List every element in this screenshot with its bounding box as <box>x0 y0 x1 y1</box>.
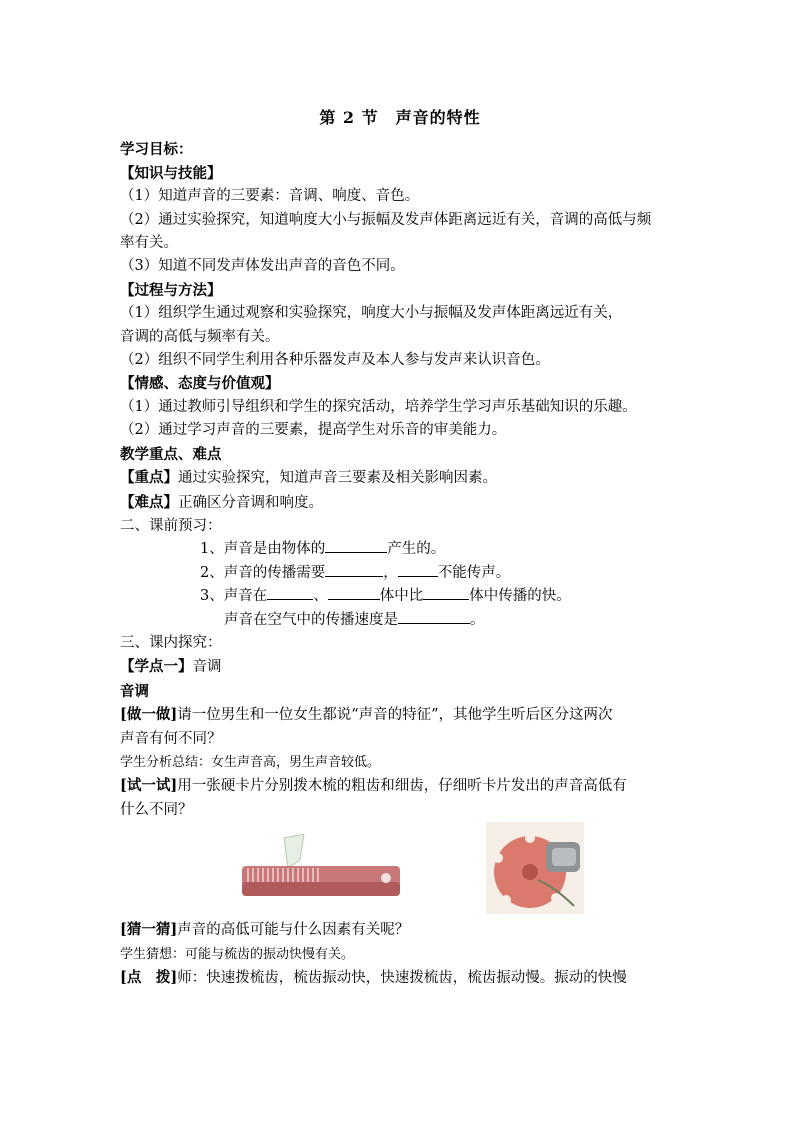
tip-label: [点 拨] <box>120 969 178 986</box>
question-text: ， <box>383 564 398 581</box>
answer-blank[interactable] <box>398 562 438 577</box>
answer-blank[interactable] <box>398 609 470 624</box>
question-text: 体中传播的快。 <box>469 588 571 605</box>
preview-question-1 <box>120 538 680 561</box>
study-point <box>120 655 680 679</box>
question-text: 2、声音的传播需要 <box>200 564 326 581</box>
preview-question-2 <box>120 562 680 585</box>
answer-blank[interactable] <box>423 585 469 600</box>
process-item: （2）组织不同学生利用各种乐器发声及本人参与发声来认识音色。 <box>120 352 550 369</box>
process-item: 音调的高低与频率有关。 <box>120 328 280 345</box>
knowledge-item: （2）通过实验探究，知道响度大小与振幅及发声体距离远近有关，音调的高低与频 <box>120 211 652 228</box>
guess-text: 声音的高低可能与什么因素有关呢？ <box>177 922 410 939</box>
try-activity-cont: 什么不同？ <box>120 801 193 818</box>
preview-heading: 二、课前预习： <box>120 517 222 534</box>
difficulty-line <box>120 491 680 515</box>
tip-activity <box>120 966 680 990</box>
focus-label: 【重点】 <box>120 469 178 487</box>
comb-card-illustration <box>240 834 406 904</box>
knowledge-heading: 【知识与技能】 <box>120 164 222 182</box>
question-text: 声音在空气中的传播速度是 <box>224 611 398 628</box>
difficulty-text: 正确区分音调和响度。 <box>178 494 323 511</box>
tip-text: 师：快速拨梳齿，梳齿振动快，快速拨梳齿，梳齿振动慢。振动的快慢 <box>177 970 627 986</box>
focus-line <box>120 466 680 490</box>
do-label: [做一做] <box>120 706 178 724</box>
preview-question-3 <box>120 585 680 608</box>
question-text: 3、声音在 <box>200 588 268 605</box>
explore-heading: 三、课内探究： <box>120 634 222 651</box>
document-page <box>120 106 680 990</box>
answer-blank[interactable] <box>325 538 387 553</box>
question-text: 产生的。 <box>387 541 446 558</box>
difficulty-label: 【难点】 <box>120 493 178 511</box>
try-text: 用一张硬卡片分别拨木梳的粗齿和细齿，仔细听卡片发出的声音高低有 <box>177 778 627 795</box>
question-text: 。 <box>470 611 485 628</box>
knowledge-item: （3）知道不同发声体发出声音的音色不同。 <box>120 258 405 275</box>
student-summary: 学生分析总结：女生声音高，男生声音较低。 <box>120 754 381 770</box>
study-point-label: 【学点一】 <box>120 658 193 676</box>
page-title: 第 2 节 声音的特性 <box>319 108 481 127</box>
knowledge-item: （1）知道声音的三要素：音调、响度、音色。 <box>120 188 420 205</box>
try-label: [试一试] <box>120 777 178 795</box>
process-heading: 【过程与方法】 <box>120 281 222 299</box>
key-points-heading: 教学重点、难点 <box>120 445 222 463</box>
preview-question-4 <box>120 609 680 632</box>
try-activity <box>120 774 680 798</box>
question-text: 、 <box>313 588 328 605</box>
emotion-item: （1）通过教师引导组织和学生的探究活动，培养学生学习声乐基础知识的乐趣。 <box>120 398 637 415</box>
process-item: （1）组织学生通过观察和实验探究，响度大小与振幅及发声体距离远近有关， <box>120 305 623 322</box>
knowledge-item: 率有关。 <box>120 235 178 252</box>
objectives-heading: 学习目标： <box>120 141 193 159</box>
question-text: 不能传声。 <box>437 564 511 581</box>
do-activity <box>120 703 680 727</box>
emotion-item: （2）通过学习声音的三要素，提高学生对乐音的审美能力。 <box>120 422 507 439</box>
answer-blank[interactable] <box>325 562 383 577</box>
emotion-heading: 【情感、态度与价值观】 <box>120 375 280 393</box>
guess-label: [猜一猜] <box>120 921 178 939</box>
question-text: 1、声音是由物体的 <box>200 541 326 558</box>
study-point-text: 音调 <box>192 659 222 676</box>
question-text: 体中比 <box>379 588 424 605</box>
experiment-figures <box>120 822 680 918</box>
do-text: 请一位男生和一位女生都说“声音的特征”，其他学生听后区分这两次 <box>177 707 613 724</box>
do-activity-cont: 声音有何不同？ <box>120 730 222 747</box>
rotating-gear-illustration <box>486 822 584 914</box>
student-guess: 学生猜想：可能与梳齿的振动快慢有关。 <box>120 946 355 962</box>
focus-text: 通过实验探究，知道声音三要素及相关影响因素。 <box>178 470 497 487</box>
guess-activity <box>120 918 680 942</box>
answer-blank[interactable] <box>328 585 380 600</box>
answer-blank[interactable] <box>267 585 313 600</box>
pitch-heading: 音调 <box>120 682 149 700</box>
